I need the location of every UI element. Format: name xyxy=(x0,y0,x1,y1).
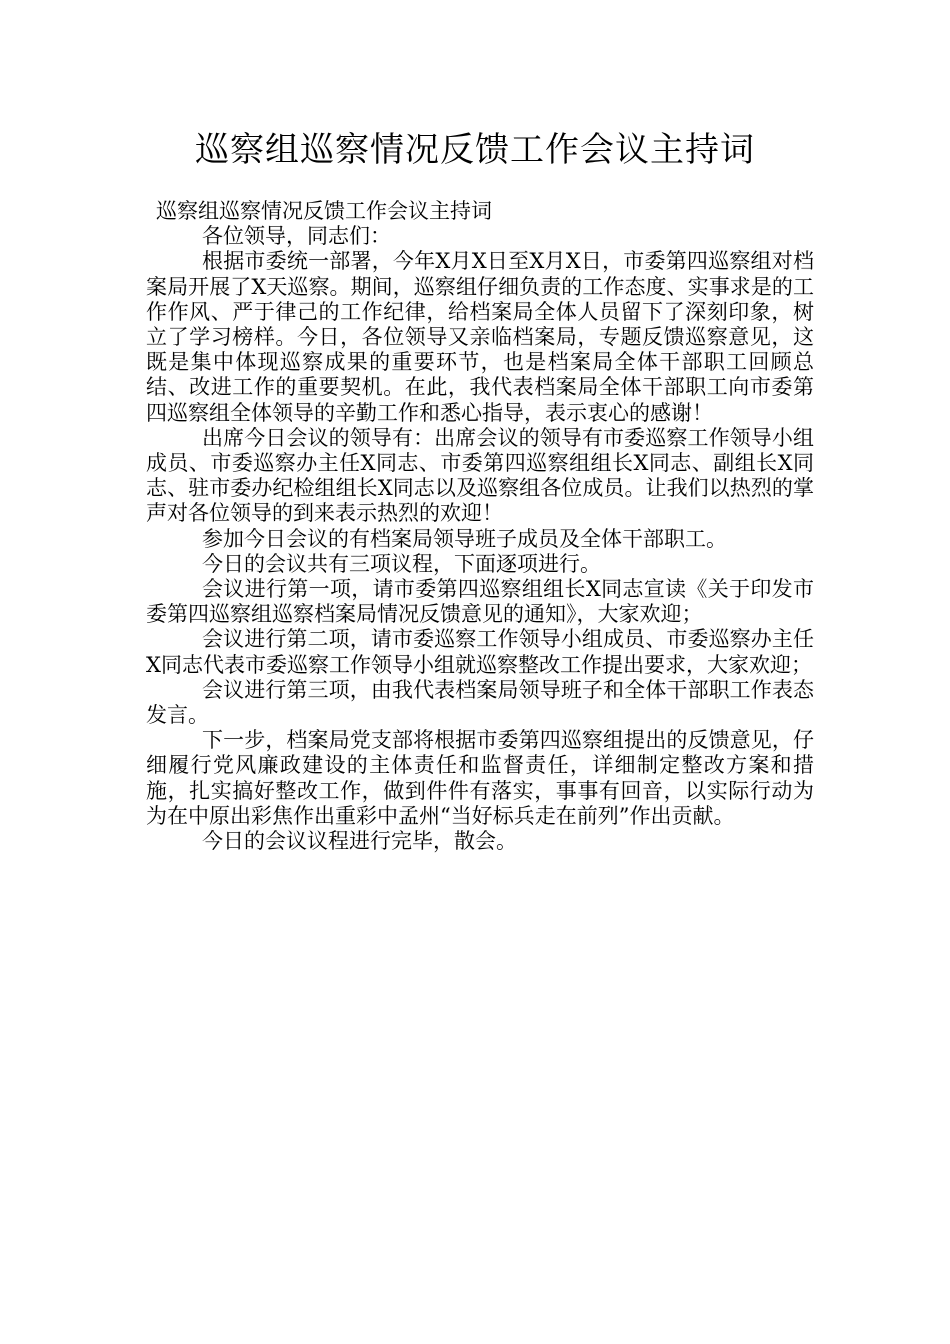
paragraph-next-steps: 下一步，档案局党支部将根据市委第四巡察组提出的反馈意见，仔细履行党风廉政建设的主体责任和监督责任，详细制定整改方案和措施，扎实搞好整改工作，做到件件有落实，事事有回音，以实际行动为为在中原出彩焦作出重彩中孟州“当好标兵走在前列”作出贡献。 xyxy=(146,728,814,828)
paragraph-closing: 今日的会议议程进行完毕，散会。 xyxy=(202,829,517,854)
document-title: 巡察组巡察情况反馈工作会议主持词 xyxy=(195,130,755,170)
paragraph-agenda-item-1: 会议进行第一项，请市委第四巡察组组长X同志宣读《关于印发市委第四巡察组巡察档案局情况反馈意见的通知》，大家欢迎； xyxy=(146,577,814,627)
paragraph-attending-leaders: 出席今日会议的领导有：出席会议的领导有市委巡察工作领导小组成员、市委巡察办主任X同志、市委第四巡察组组长X同志、副组长X同志、驻市委办纪检组组长X同志以及巡察组各位成员。让我们以热烈的掌声对各位领导的到来表示热烈的欢迎！ xyxy=(146,425,814,526)
paragraph-agenda-intro: 今日的会议共有三项议程，下面逐项进行。 xyxy=(202,551,601,576)
document-subtitle: 巡察组巡察情况反馈工作会议主持词 xyxy=(156,199,492,223)
paragraph-opening: 根据市委统一部署，今年X月X日至X月X日，市委第四巡察组对档案局开展了X天巡察。期间，巡察组仔细负责的工作态度、实事求是的工作作风、严于律己的工作纪律，给档案局全体人员留下了深刻印象，树立了学习榜样。今日，各位领导又亲临档案局，专题反馈巡察意见，这既是集中体现巡察成果的重要环节，也是档案局全体干部职工回顾总结、改进工作的重要契机。在此，我代表档案局全体干部职工向市委第四巡察组全体领导的辛勤工作和悉心指导，表示衷心的感谢！ xyxy=(146,249,814,425)
paragraph-agenda-item-2: 会议进行第二项，请市委巡察工作领导小组成员、市委巡察办主任X同志代表市委巡察工作领导小组就巡察整改工作提出要求，大家欢迎； xyxy=(146,627,814,677)
document-body xyxy=(146,199,814,854)
paragraph-agenda-item-3: 会议进行第三项，由我代表档案局领导班子和全体干部职工作表态发言。 xyxy=(146,677,814,728)
paragraph-participants: 参加今日会议的有档案局领导班子成员及全体干部职工。 xyxy=(202,526,727,551)
paragraph-salutation: 各位领导，同志们： xyxy=(202,224,391,249)
